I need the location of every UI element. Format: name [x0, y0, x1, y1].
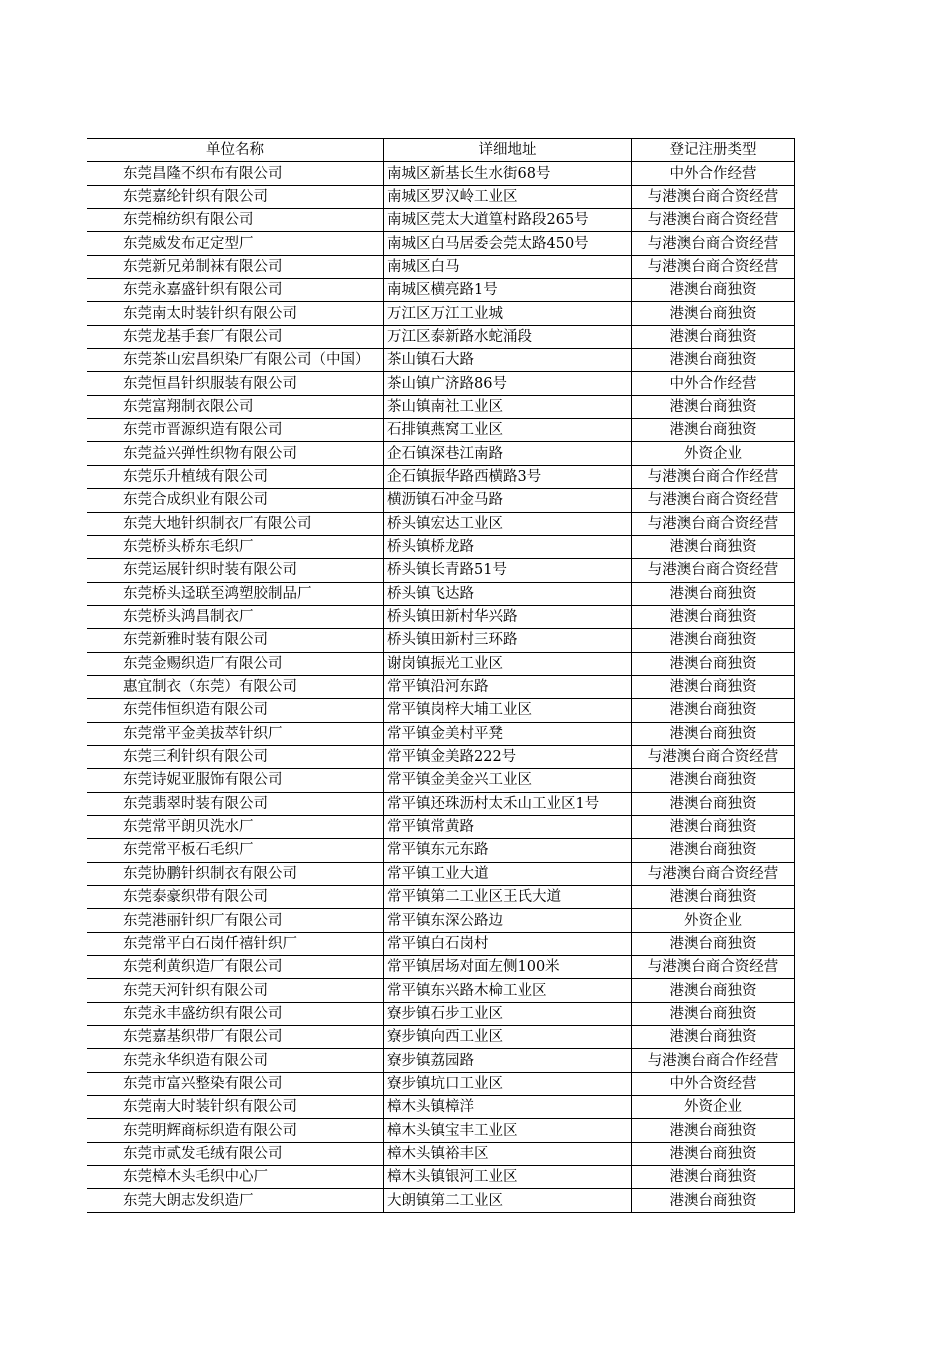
cell-registration-type: 外资企业 [632, 442, 795, 465]
table-row [87, 535, 795, 558]
cell-company-name: 东莞市晋源织造有限公司 [87, 419, 384, 442]
cell-address: 茶山镇广济路86号 [384, 372, 632, 395]
cell-company-name: 东莞大地针织制衣厂有限公司 [87, 512, 384, 535]
cell-address: 企石镇振华路西横路3号 [384, 465, 632, 488]
table-body [87, 162, 795, 1212]
table-row [87, 185, 795, 208]
cell-company-name: 东莞桥头桥东毛织厂 [87, 535, 384, 558]
table-row [87, 465, 795, 488]
header-address: 详细地址 [384, 139, 632, 162]
cell-address: 南城区横亮路1号 [384, 279, 632, 302]
cell-registration-type: 中外合资经营 [632, 1072, 795, 1095]
table-row [87, 1026, 795, 1049]
table-row [87, 349, 795, 372]
cell-registration-type: 港澳台商独资 [632, 722, 795, 745]
table-row [87, 699, 795, 722]
cell-registration-type: 港澳台商独资 [632, 792, 795, 815]
table-row [87, 255, 795, 278]
cell-registration-type: 港澳台商独资 [632, 325, 795, 348]
cell-address: 常平镇东兴路木椧工业区 [384, 979, 632, 1002]
cell-company-name: 东莞桥头鸿昌制衣厂 [87, 605, 384, 628]
cell-company-name: 东莞常平板石毛织厂 [87, 839, 384, 862]
table-row [87, 815, 795, 838]
cell-company-name: 东莞威发布疋定型厂 [87, 232, 384, 255]
cell-company-name: 东莞南大时装针织有限公司 [87, 1096, 384, 1119]
table-row [87, 442, 795, 465]
cell-company-name: 东莞诗妮亚服饰有限公司 [87, 769, 384, 792]
cell-address: 万江区万江工业城 [384, 302, 632, 325]
cell-address: 常平镇金美村平凳 [384, 722, 632, 745]
cell-address: 万江区泰新路水蛇涌段 [384, 325, 632, 348]
cell-company-name: 东莞永嘉盛针织有限公司 [87, 279, 384, 302]
cell-company-name: 东莞嘉基织带厂有限公司 [87, 1026, 384, 1049]
cell-address: 寮步镇坑口工业区 [384, 1072, 632, 1095]
cell-address: 常平镇第二工业区王氏大道 [384, 886, 632, 909]
table-row [87, 232, 795, 255]
cell-registration-type: 与港澳台商合资经营 [632, 862, 795, 885]
cell-registration-type: 港澳台商独资 [632, 302, 795, 325]
table-row [87, 302, 795, 325]
cell-registration-type: 与港澳台商合资经营 [632, 232, 795, 255]
table-row [87, 1096, 795, 1119]
cell-address: 寮步镇石步工业区 [384, 1002, 632, 1025]
cell-address: 南城区白马居委会莞太路450号 [384, 232, 632, 255]
header-registration-type: 登记注册类型 [632, 139, 795, 162]
table-row [87, 209, 795, 232]
cell-registration-type: 港澳台商独资 [632, 1142, 795, 1165]
table-row [87, 1119, 795, 1142]
cell-registration-type: 港澳台商独资 [632, 395, 795, 418]
cell-registration-type: 港澳台商独资 [632, 349, 795, 372]
cell-address: 茶山镇石大路 [384, 349, 632, 372]
cell-registration-type: 港澳台商独资 [632, 1026, 795, 1049]
cell-address: 樟木头镇宝丰工业区 [384, 1119, 632, 1142]
cell-company-name: 东莞运展针织时装有限公司 [87, 559, 384, 582]
cell-company-name: 东莞乐升植绒有限公司 [87, 465, 384, 488]
cell-company-name: 东莞协鹏针织制衣有限公司 [87, 862, 384, 885]
cell-address: 樟木头镇裕丰区 [384, 1142, 632, 1165]
cell-address: 常平镇还珠沥村太禾山工业区1号 [384, 792, 632, 815]
cell-address: 桥头镇桥龙路 [384, 535, 632, 558]
cell-address: 常平镇岗梓大埔工业区 [384, 699, 632, 722]
table-row [87, 652, 795, 675]
table-row [87, 769, 795, 792]
cell-address: 横沥镇石冲金马路 [384, 489, 632, 512]
cell-company-name: 东莞明辉商标织造有限公司 [87, 1119, 384, 1142]
cell-registration-type: 中外合作经营 [632, 372, 795, 395]
cell-registration-type: 与港澳台商合资经营 [632, 745, 795, 768]
cell-company-name: 东莞桥头迳联至鸿塑胶制品厂 [87, 582, 384, 605]
cell-registration-type: 港澳台商独资 [632, 582, 795, 605]
cell-company-name: 东莞翡翠时装有限公司 [87, 792, 384, 815]
table-row [87, 582, 795, 605]
cell-company-name: 东莞三利针织有限公司 [87, 745, 384, 768]
cell-address: 南城区莞太大道篁村路段265号 [384, 209, 632, 232]
table-row [87, 605, 795, 628]
cell-registration-type: 港澳台商独资 [632, 932, 795, 955]
cell-address: 寮步镇荔园路 [384, 1049, 632, 1072]
cell-company-name: 东莞樟木头毛织中心厂 [87, 1166, 384, 1189]
cell-registration-type: 港澳台商独资 [632, 979, 795, 1002]
cell-address: 常平镇东深公路边 [384, 909, 632, 932]
cell-registration-type: 与港澳台商合资经营 [632, 185, 795, 208]
cell-address: 南城区罗汉岭工业区 [384, 185, 632, 208]
cell-address: 桥头镇长青路51号 [384, 559, 632, 582]
cell-registration-type: 港澳台商独资 [632, 535, 795, 558]
cell-address: 大朗镇第二工业区 [384, 1189, 632, 1212]
cell-registration-type: 中外合作经营 [632, 162, 795, 185]
table-row [87, 512, 795, 535]
cell-registration-type: 与港澳台商合资经营 [632, 209, 795, 232]
cell-address: 樟木头镇银河工业区 [384, 1166, 632, 1189]
cell-registration-type: 港澳台商独资 [632, 629, 795, 652]
cell-registration-type: 外资企业 [632, 1096, 795, 1119]
table-row [87, 325, 795, 348]
table-row [87, 979, 795, 1002]
cell-company-name: 东莞港丽针织厂有限公司 [87, 909, 384, 932]
cell-address: 茶山镇南社工业区 [384, 395, 632, 418]
cell-company-name: 东莞合成织业有限公司 [87, 489, 384, 512]
cell-company-name: 东莞永华织造有限公司 [87, 1049, 384, 1072]
enterprise-table [87, 138, 795, 1213]
table-row [87, 839, 795, 862]
cell-address: 常平镇金美路222号 [384, 745, 632, 768]
table-row [87, 886, 795, 909]
table-row [87, 489, 795, 512]
cell-company-name: 东莞新雅时装有限公司 [87, 629, 384, 652]
table-row [87, 1002, 795, 1025]
cell-registration-type: 与港澳台商合作经营 [632, 465, 795, 488]
table-row [87, 372, 795, 395]
table-row [87, 722, 795, 745]
table-row [87, 956, 795, 979]
cell-registration-type: 港澳台商独资 [632, 1166, 795, 1189]
cell-registration-type: 与港澳台商合资经营 [632, 489, 795, 512]
cell-company-name: 东莞永丰盛纺织有限公司 [87, 1002, 384, 1025]
table-row [87, 862, 795, 885]
cell-company-name: 东莞龙基手套厂有限公司 [87, 325, 384, 348]
cell-registration-type: 港澳台商独资 [632, 1119, 795, 1142]
cell-company-name: 东莞常平金美拔萃针织厂 [87, 722, 384, 745]
table-row [87, 1166, 795, 1189]
table-row [87, 395, 795, 418]
cell-address: 樟木头镇樟洋 [384, 1096, 632, 1119]
cell-registration-type: 与港澳台商合作经营 [632, 1049, 795, 1072]
table-row [87, 1189, 795, 1212]
table-row [87, 1142, 795, 1165]
header-company-name: 单位名称 [87, 139, 384, 162]
cell-company-name: 东莞常平朗贝洗水厂 [87, 815, 384, 838]
table-row [87, 792, 795, 815]
cell-address: 寮步镇向西工业区 [384, 1026, 632, 1049]
table-row [87, 629, 795, 652]
cell-company-name: 东莞恒昌针织服装有限公司 [87, 372, 384, 395]
cell-registration-type: 港澳台商独资 [632, 419, 795, 442]
cell-company-name: 东莞益兴弹性织物有限公司 [87, 442, 384, 465]
cell-company-name: 东莞大朗志发织造厂 [87, 1189, 384, 1212]
header-row [87, 139, 795, 162]
cell-registration-type: 港澳台商独资 [632, 675, 795, 698]
cell-registration-type: 与港澳台商合资经营 [632, 559, 795, 582]
cell-address: 常平镇金美金兴工业区 [384, 769, 632, 792]
table-row [87, 419, 795, 442]
table-row [87, 279, 795, 302]
table-row [87, 1049, 795, 1072]
cell-registration-type: 与港澳台商合资经营 [632, 512, 795, 535]
cell-registration-type: 港澳台商独资 [632, 699, 795, 722]
cell-company-name: 东莞天河针织有限公司 [87, 979, 384, 1002]
cell-address: 石排镇燕窝工业区 [384, 419, 632, 442]
cell-registration-type: 港澳台商独资 [632, 769, 795, 792]
cell-address: 谢岗镇振光工业区 [384, 652, 632, 675]
cell-address: 南城区新基长生水街68号 [384, 162, 632, 185]
table-row [87, 162, 795, 185]
cell-company-name: 东莞昌隆不织布有限公司 [87, 162, 384, 185]
cell-company-name: 东莞伟恒织造有限公司 [87, 699, 384, 722]
cell-registration-type: 港澳台商独资 [632, 1189, 795, 1212]
cell-company-name: 东莞泰豪织带有限公司 [87, 886, 384, 909]
cell-address: 常平镇白石岗村 [384, 932, 632, 955]
table-row [87, 559, 795, 582]
cell-registration-type: 港澳台商独资 [632, 605, 795, 628]
cell-company-name: 东莞金赐织造厂有限公司 [87, 652, 384, 675]
cell-address: 常平镇常黄路 [384, 815, 632, 838]
cell-address: 常平镇居场对面左侧100米 [384, 956, 632, 979]
cell-address: 桥头镇田新村三环路 [384, 629, 632, 652]
cell-company-name: 东莞市富兴整染有限公司 [87, 1072, 384, 1095]
cell-address: 桥头镇田新村华兴路 [384, 605, 632, 628]
cell-company-name: 东莞常平白石岗仟禧针织厂 [87, 932, 384, 955]
cell-address: 企石镇深巷江南路 [384, 442, 632, 465]
cell-registration-type: 与港澳台商合资经营 [632, 956, 795, 979]
cell-address: 桥头镇飞达路 [384, 582, 632, 605]
table-row [87, 675, 795, 698]
cell-company-name: 东莞茶山宏昌织染厂有限公司（中国） [87, 349, 384, 372]
cell-company-name: 东莞嘉纶针织有限公司 [87, 185, 384, 208]
cell-registration-type: 外资企业 [632, 909, 795, 932]
cell-registration-type: 港澳台商独资 [632, 886, 795, 909]
cell-address: 常平镇沿河东路 [384, 675, 632, 698]
table-row [87, 1072, 795, 1095]
cell-company-name: 东莞富翔制衣限公司 [87, 395, 384, 418]
cell-company-name: 东莞棉纺织有限公司 [87, 209, 384, 232]
table-row [87, 909, 795, 932]
cell-address: 桥头镇宏达工业区 [384, 512, 632, 535]
cell-company-name: 东莞南太时装针织有限公司 [87, 302, 384, 325]
cell-company-name: 惠宜制衣（东莞）有限公司 [87, 675, 384, 698]
cell-company-name: 东莞市贰发毛绒有限公司 [87, 1142, 384, 1165]
cell-company-name: 东莞新兄弟制袜有限公司 [87, 255, 384, 278]
cell-registration-type: 港澳台商独资 [632, 279, 795, 302]
cell-registration-type: 港澳台商独资 [632, 1002, 795, 1025]
cell-registration-type: 港澳台商独资 [632, 652, 795, 675]
table-row [87, 932, 795, 955]
cell-registration-type: 港澳台商独资 [632, 839, 795, 862]
cell-address: 常平镇工业大道 [384, 862, 632, 885]
cell-company-name: 东莞利黄织造厂有限公司 [87, 956, 384, 979]
table-row [87, 745, 795, 768]
cell-registration-type: 港澳台商独资 [632, 815, 795, 838]
cell-address: 常平镇东元东路 [384, 839, 632, 862]
cell-address: 南城区白马 [384, 255, 632, 278]
cell-registration-type: 与港澳台商合资经营 [632, 255, 795, 278]
